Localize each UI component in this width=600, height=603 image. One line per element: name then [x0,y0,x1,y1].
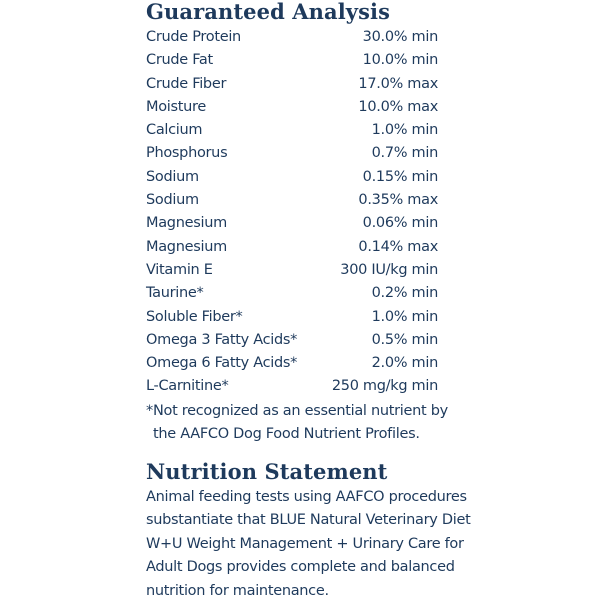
analysis-row [146,142,438,165]
nutrient-name: Calcium [146,122,203,139]
nutrient-name: Magnesium [146,215,227,232]
analysis-row [146,282,438,305]
nutrient-name: Magnesium [146,238,227,255]
nutrient-value: 0.35% max [358,192,438,209]
nutrient-value: 0.5% min [371,331,438,348]
analysis-footnote [146,400,446,446]
analysis-row [146,119,438,142]
statement-line: Animal feeding tests using AAFCO procedures [146,489,467,505]
analysis-row [146,73,438,96]
nutrient-value: 17.0% max [358,75,438,92]
nutrient-name: Crude Protein [146,29,241,45]
nutrient-value: 0.7% min [371,145,438,162]
guaranteed-analysis-heading: Guaranteed Analysis [146,0,391,24]
nutrient-name: Soluble Fiber* [146,308,243,325]
analysis-row [146,306,438,329]
analysis-row [146,166,438,189]
analysis-row [146,212,438,235]
nutrient-value: 1.0% min [371,308,438,325]
nutrition-statement-body [146,486,471,603]
analysis-row [146,26,438,49]
nutrient-name: Sodium [146,192,199,209]
nutrient-value: 300 IU/kg min [340,261,438,278]
nutrient-value: 0.15% min [362,168,438,185]
nutrient-value: 250 mg/kg min [331,378,438,395]
nutrition-statement-heading: Nutrition Statement [146,459,388,484]
nutrient-value: 2.0% min [371,355,438,372]
analysis-row [146,189,438,212]
footnote-line: the AAFCO Dog Food Nutrient Profiles. [153,426,420,442]
nutrient-value: 10.0% max [358,98,438,115]
nutrient-value: 0.06% min [362,215,438,232]
nutrient-name: Omega 3 Fatty Acids* [146,331,298,348]
analysis-row [146,236,438,259]
nutrient-name: L-Carnitine* [146,378,229,395]
statement-line: Adult Dogs provides complete and balanced [146,559,455,576]
nutrient-value: 1.0% min [371,122,438,139]
nutrient-name: Phosphorus [146,145,228,162]
analysis-row [146,49,438,72]
nutrient-name: Crude Fiber [146,75,227,92]
nutrient-value: 10.0% min [362,52,438,69]
analysis-row [146,375,438,398]
nutrient-value: 0.2% min [371,285,438,302]
nutrient-value: 0.14% max [358,238,438,255]
nutrient-name: Crude Fat [146,52,213,69]
footnote-line: *Not recognized as an essential nutrient by [146,403,448,419]
statement-line: W+U Weight Management + Urinary Care for [146,535,464,552]
nutrient-name: Omega 6 Fatty Acids* [146,355,298,372]
nutrient-name: Moisture [146,98,207,115]
analysis-row [146,96,438,119]
analysis-row [146,329,438,352]
nutrient-name: Sodium [146,168,199,185]
analysis-row [146,259,438,282]
statement-line: substantiate that BLUE Natural Veterinary Diet [146,512,471,529]
nutrient-value: 30.0% min [362,29,438,45]
analysis-row [146,352,438,375]
nutrient-name: Vitamin E [146,261,213,278]
statement-line: nutrition for maintenance. [146,582,329,599]
nutrient-name: Taurine* [146,285,204,302]
guaranteed-analysis-table [146,26,438,399]
